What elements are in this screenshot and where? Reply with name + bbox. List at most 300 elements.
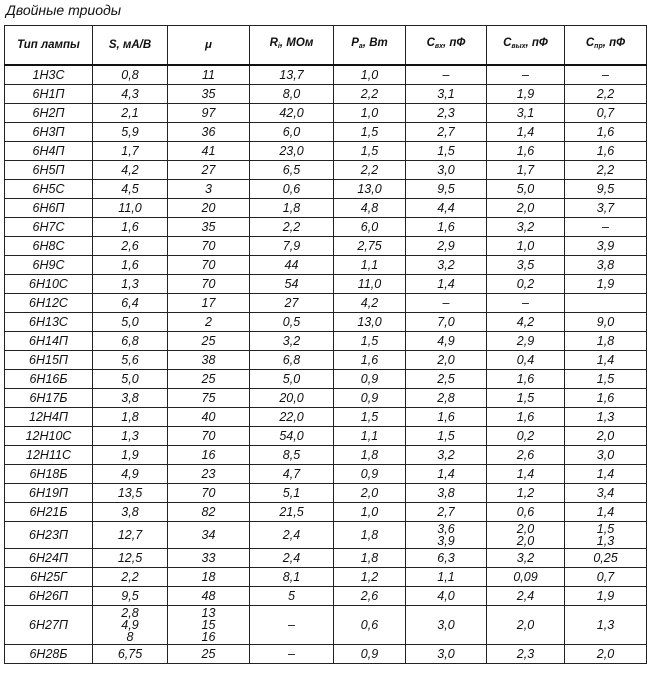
table-row <box>5 123 647 142</box>
tube-type-cell: 12Н10С <box>5 427 93 446</box>
value-cell: 0,9 <box>334 370 406 389</box>
value-cell: 3,4 <box>565 484 647 503</box>
value-cell: 1,6 <box>406 218 487 237</box>
value-cell: 5,0 <box>93 370 168 389</box>
value-cell: 17 <box>168 294 250 313</box>
value-cell: 44 <box>250 256 334 275</box>
value-cell: 3,0 <box>406 606 487 645</box>
column-header <box>487 26 565 66</box>
value-cell: 11,0 <box>334 275 406 294</box>
value-cell: 1,3 <box>565 606 647 645</box>
tube-parameters-table <box>4 25 647 664</box>
value-cell: 1,5 <box>334 123 406 142</box>
value-cell: 2,7 <box>406 503 487 522</box>
value-cell: 4,7 <box>250 465 334 484</box>
column-header <box>93 26 168 66</box>
value-cell: 1,6 <box>406 408 487 427</box>
value-cell: 97 <box>168 104 250 123</box>
value-cell: 4,0 <box>406 587 487 606</box>
table-row <box>5 275 647 294</box>
value-cell: 9,5 <box>565 180 647 199</box>
table-row <box>5 370 647 389</box>
value-cell <box>565 522 647 549</box>
tube-type-cell: 6Н14П <box>5 332 93 351</box>
table-row <box>5 85 647 104</box>
value-cell: 2,6 <box>93 237 168 256</box>
value-cell: 9,5 <box>93 587 168 606</box>
column-header-subscript: вых <box>511 43 526 50</box>
value-cell: 0,6 <box>334 606 406 645</box>
tube-type-cell: 6Н2П <box>5 104 93 123</box>
value-cell: 4,2 <box>487 313 565 332</box>
column-header-main: R <box>269 37 278 49</box>
tube-type-cell: 6Н16Б <box>5 370 93 389</box>
tube-type-cell: 6Н10С <box>5 275 93 294</box>
value-cell: 3,0 <box>406 161 487 180</box>
value-cell: 20,0 <box>250 389 334 408</box>
value-cell: 1,6 <box>487 142 565 161</box>
value-cell: 1,6 <box>334 351 406 370</box>
value-cell: 2,0 <box>487 606 565 645</box>
value-cell: 1,9 <box>93 446 168 465</box>
value-cell: 4,8 <box>334 199 406 218</box>
value-cell: 1,0 <box>334 503 406 522</box>
value-cell: 1,5 <box>406 142 487 161</box>
value-cell: 36 <box>168 123 250 142</box>
value-cell: 1,2 <box>334 568 406 587</box>
value-cell: 2 <box>168 313 250 332</box>
column-header <box>250 26 334 66</box>
value-cell: 8,0 <box>250 85 334 104</box>
value-cell: 3,2 <box>487 218 565 237</box>
table-row <box>5 465 647 484</box>
table-body <box>5 65 647 664</box>
column-header <box>168 26 250 66</box>
value-cell: 1,8 <box>334 549 406 568</box>
value-cell: 75 <box>168 389 250 408</box>
value-cell: 0,8 <box>93 65 168 85</box>
value-cell: 3,2 <box>406 446 487 465</box>
value-cell: 2,2 <box>565 161 647 180</box>
value-cell: 8,1 <box>250 568 334 587</box>
value-cell: 3 <box>168 180 250 199</box>
value-cell: 18 <box>168 568 250 587</box>
value-cell: 0,2 <box>487 427 565 446</box>
value-cell: – <box>406 65 487 85</box>
table-row <box>5 549 647 568</box>
value-cell: 13,5 <box>93 484 168 503</box>
value-cell: 27 <box>250 294 334 313</box>
value-cell: 20 <box>168 199 250 218</box>
column-header-subscript: вх <box>434 43 444 50</box>
tube-type-cell: 6Н24П <box>5 549 93 568</box>
cell-line: 16 <box>201 630 216 644</box>
value-cell: – <box>487 294 565 313</box>
value-cell: 6,0 <box>250 123 334 142</box>
value-cell: 0,7 <box>565 568 647 587</box>
cell-line: 1,3 <box>596 534 615 548</box>
value-cell: 3,1 <box>487 104 565 123</box>
value-cell: 0,6 <box>487 503 565 522</box>
value-cell: 2,0 <box>565 427 647 446</box>
value-cell: 7,0 <box>406 313 487 332</box>
column-header <box>406 26 487 66</box>
value-cell: 4,5 <box>93 180 168 199</box>
value-cell: 1,1 <box>334 427 406 446</box>
table-row <box>5 645 647 664</box>
table-row <box>5 104 647 123</box>
value-cell: 1,6 <box>565 123 647 142</box>
value-cell: 23,0 <box>250 142 334 161</box>
value-cell: 1,1 <box>334 256 406 275</box>
table-row <box>5 332 647 351</box>
table-row <box>5 199 647 218</box>
value-cell: 2,2 <box>93 568 168 587</box>
value-cell: 42,0 <box>250 104 334 123</box>
value-cell: 3,2 <box>406 256 487 275</box>
value-cell: 13,0 <box>334 313 406 332</box>
column-header <box>5 26 93 66</box>
value-cell: 1,6 <box>487 370 565 389</box>
value-cell: 4,3 <box>93 85 168 104</box>
value-cell: 0,4 <box>487 351 565 370</box>
value-cell: 9,0 <box>565 313 647 332</box>
tube-type-cell: 6Н17Б <box>5 389 93 408</box>
value-cell: 2,0 <box>487 199 565 218</box>
value-cell: 2,0 <box>406 351 487 370</box>
value-cell: 1,5 <box>334 408 406 427</box>
value-cell: 2,9 <box>487 332 565 351</box>
value-cell: 54,0 <box>250 427 334 446</box>
table-row <box>5 294 647 313</box>
value-cell: 0,5 <box>250 313 334 332</box>
column-header-main: C <box>585 37 595 49</box>
value-cell: 1,4 <box>487 123 565 142</box>
value-cell: 1,4 <box>487 465 565 484</box>
value-cell: 6,5 <box>250 161 334 180</box>
table-row <box>5 587 647 606</box>
value-cell: 1,3 <box>565 408 647 427</box>
value-cell: 6,3 <box>406 549 487 568</box>
table-row <box>5 503 647 522</box>
column-header-unit: , Вт <box>362 37 388 49</box>
value-cell: 70 <box>168 484 250 503</box>
value-cell: 0,09 <box>487 568 565 587</box>
value-cell: 1,8 <box>93 408 168 427</box>
tube-type-cell: 6Н21Б <box>5 503 93 522</box>
cell-line: 13 <box>201 606 216 620</box>
value-cell: 1,5 <box>406 427 487 446</box>
value-cell: 0,9 <box>334 465 406 484</box>
value-cell: 3,0 <box>565 446 647 465</box>
value-cell: 3,8 <box>406 484 487 503</box>
value-cell <box>93 606 168 645</box>
value-cell: 3,1 <box>406 85 487 104</box>
value-cell: 2,4 <box>487 587 565 606</box>
value-cell: 38 <box>168 351 250 370</box>
table-row <box>5 408 647 427</box>
table-row <box>5 65 647 85</box>
value-cell: 3,7 <box>565 199 647 218</box>
table-row <box>5 522 647 549</box>
value-cell: 1,4 <box>406 465 487 484</box>
value-cell: 1,9 <box>565 587 647 606</box>
table-row <box>5 237 647 256</box>
value-cell: 40 <box>168 408 250 427</box>
value-cell: 1,5 <box>334 332 406 351</box>
value-cell: 3,2 <box>487 549 565 568</box>
value-cell: 11,0 <box>93 199 168 218</box>
column-header-main: S, мА/В <box>108 39 152 51</box>
value-cell: 2,2 <box>334 161 406 180</box>
value-cell <box>406 522 487 549</box>
value-cell: 4,2 <box>93 161 168 180</box>
tube-type-cell: 6Н19П <box>5 484 93 503</box>
table-row <box>5 427 647 446</box>
value-cell: 3,8 <box>93 389 168 408</box>
value-cell: 1,4 <box>565 503 647 522</box>
value-cell: 34 <box>168 522 250 549</box>
value-cell: 23 <box>168 465 250 484</box>
tube-type-cell: 6Н26П <box>5 587 93 606</box>
value-cell: 1,8 <box>565 332 647 351</box>
value-cell: 7,9 <box>250 237 334 256</box>
column-header-subscript: a <box>358 43 363 50</box>
value-cell: 1,6 <box>565 142 647 161</box>
value-cell: 1,6 <box>93 256 168 275</box>
value-cell: 5,1 <box>250 484 334 503</box>
value-cell <box>168 606 250 645</box>
value-cell: 1,0 <box>334 104 406 123</box>
value-cell: 3,8 <box>93 503 168 522</box>
column-header <box>334 26 406 66</box>
value-cell: – <box>250 606 334 645</box>
value-cell: 25 <box>168 645 250 664</box>
value-cell: – <box>487 65 565 85</box>
value-cell: 4,9 <box>93 465 168 484</box>
tube-type-cell: 6Н27П <box>5 606 93 645</box>
tube-type-cell: 1Н3С <box>5 65 93 85</box>
value-cell: 6,4 <box>93 294 168 313</box>
value-cell: 82 <box>168 503 250 522</box>
value-cell: 5,6 <box>93 351 168 370</box>
tube-type-cell: 6Н18Б <box>5 465 93 484</box>
value-cell: 3,5 <box>487 256 565 275</box>
value-cell: 1,8 <box>334 522 406 549</box>
value-cell: – <box>565 218 647 237</box>
tube-type-cell: 6Н9С <box>5 256 93 275</box>
value-cell: 2,6 <box>487 446 565 465</box>
value-cell: 1,6 <box>93 218 168 237</box>
value-cell: 2,4 <box>250 549 334 568</box>
value-cell: 35 <box>168 85 250 104</box>
value-cell <box>487 522 565 549</box>
value-cell: 2,0 <box>565 645 647 664</box>
tube-type-cell: 6Н23П <box>5 522 93 549</box>
cell-line: 1,5 <box>596 522 615 536</box>
value-cell: 2,2 <box>334 85 406 104</box>
column-header-unit: , МОм <box>279 37 314 49</box>
value-cell: 1,3 <box>93 427 168 446</box>
value-cell: 13,7 <box>250 65 334 85</box>
value-cell: 5,9 <box>93 123 168 142</box>
value-cell: 2,9 <box>406 237 487 256</box>
value-cell: 1,7 <box>487 161 565 180</box>
tube-type-cell: 6Н4П <box>5 142 93 161</box>
value-cell: 21,5 <box>250 503 334 522</box>
value-cell: 5,0 <box>93 313 168 332</box>
value-cell: 1,9 <box>487 85 565 104</box>
value-cell: 2,3 <box>406 104 487 123</box>
value-cell: 2,3 <box>487 645 565 664</box>
table-row <box>5 256 647 275</box>
value-cell: 5,0 <box>250 370 334 389</box>
table-row <box>5 218 647 237</box>
value-cell: 1,5 <box>334 142 406 161</box>
value-cell: 4,2 <box>334 294 406 313</box>
value-cell: 1,2 <box>487 484 565 503</box>
value-cell: 3,2 <box>250 332 334 351</box>
value-cell: 6,75 <box>93 645 168 664</box>
table-row <box>5 568 647 587</box>
value-cell: 1,8 <box>250 199 334 218</box>
value-cell: 12,5 <box>93 549 168 568</box>
value-cell: 2,8 <box>406 389 487 408</box>
cell-line: 2,8 <box>121 606 139 620</box>
value-cell: 1,7 <box>93 142 168 161</box>
value-cell: 0,2 <box>487 275 565 294</box>
value-cell: 70 <box>168 256 250 275</box>
value-cell <box>565 294 647 313</box>
value-cell: 70 <box>168 237 250 256</box>
value-cell: – <box>250 645 334 664</box>
tube-type-cell: 6Н1П <box>5 85 93 104</box>
tube-type-cell: 12Н4П <box>5 408 93 427</box>
column-header-main: Тип лампы <box>17 39 80 51</box>
value-cell: – <box>565 65 647 85</box>
table-row <box>5 446 647 465</box>
table-row <box>5 142 647 161</box>
page-title: Двойные триоды <box>6 2 122 18</box>
cell-line: 2,0 <box>516 534 535 548</box>
value-cell: 22,0 <box>250 408 334 427</box>
value-cell: 25 <box>168 332 250 351</box>
value-cell: 16 <box>168 446 250 465</box>
value-cell: 2,2 <box>565 85 647 104</box>
value-cell: 54 <box>250 275 334 294</box>
value-cell: 6,0 <box>334 218 406 237</box>
value-cell: 35 <box>168 218 250 237</box>
value-cell: 5,0 <box>487 180 565 199</box>
value-cell: 11 <box>168 65 250 85</box>
cell-line: 4,9 <box>121 618 139 632</box>
value-cell: 4,4 <box>406 199 487 218</box>
value-cell: 1,6 <box>487 408 565 427</box>
tube-type-cell: 6Н15П <box>5 351 93 370</box>
table-row <box>5 389 647 408</box>
value-cell: 12,7 <box>93 522 168 549</box>
tube-type-cell: 6Н13С <box>5 313 93 332</box>
tube-type-cell: 6Н8С <box>5 237 93 256</box>
value-cell: – <box>406 294 487 313</box>
value-cell: 6,8 <box>250 351 334 370</box>
value-cell: 1,5 <box>487 389 565 408</box>
value-cell: 13,0 <box>334 180 406 199</box>
value-cell: 0,25 <box>565 549 647 568</box>
table-row <box>5 484 647 503</box>
column-header-main: μ <box>205 39 212 51</box>
table-row <box>5 313 647 332</box>
value-cell: 1,0 <box>487 237 565 256</box>
value-cell: 1,6 <box>565 389 647 408</box>
value-cell: 2,5 <box>406 370 487 389</box>
value-cell: 1,4 <box>406 275 487 294</box>
table-header-row <box>5 26 647 66</box>
tube-type-cell: 6Н25Г <box>5 568 93 587</box>
cell-line: 8 <box>126 630 134 644</box>
tube-type-cell: 6Н12С <box>5 294 93 313</box>
value-cell: 2,1 <box>93 104 168 123</box>
value-cell: 9,5 <box>406 180 487 199</box>
cell-line: 2,0 <box>516 522 535 536</box>
value-cell: 2,2 <box>250 218 334 237</box>
value-cell: 2,4 <box>250 522 334 549</box>
value-cell: 8,5 <box>250 446 334 465</box>
value-cell: 33 <box>168 549 250 568</box>
column-header-subscript: пр <box>594 43 603 50</box>
value-cell: 1,1 <box>406 568 487 587</box>
value-cell: 3,9 <box>565 237 647 256</box>
table-row <box>5 180 647 199</box>
tube-type-cell: 6Н3П <box>5 123 93 142</box>
column-header-main: C <box>503 37 512 49</box>
tube-type-cell: 6Н7С <box>5 218 93 237</box>
value-cell: 0,6 <box>250 180 334 199</box>
value-cell: 2,0 <box>334 484 406 503</box>
tube-type-cell: 6Н5С <box>5 180 93 199</box>
value-cell: 0,9 <box>334 389 406 408</box>
value-cell: 1,0 <box>334 65 406 85</box>
value-cell: 1,5 <box>565 370 647 389</box>
value-cell: 70 <box>168 427 250 446</box>
table-row <box>5 161 647 180</box>
cell-line: 3,6 <box>437 522 455 536</box>
tube-type-cell: 6Н28Б <box>5 645 93 664</box>
column-header <box>565 26 647 66</box>
value-cell: 70 <box>168 275 250 294</box>
value-cell: 0,7 <box>565 104 647 123</box>
value-cell: 2,6 <box>334 587 406 606</box>
table-row <box>5 351 647 370</box>
column-header-main: C <box>426 37 435 49</box>
value-cell: 1,9 <box>565 275 647 294</box>
cell-line: 15 <box>201 618 216 632</box>
value-cell: 1,4 <box>565 465 647 484</box>
cell-line: 3,9 <box>437 534 455 548</box>
column-header-main: P <box>351 37 359 49</box>
value-cell: 27 <box>168 161 250 180</box>
column-header-unit: , пФ <box>525 37 548 49</box>
value-cell: 4,9 <box>406 332 487 351</box>
value-cell: 3,8 <box>565 256 647 275</box>
tube-type-cell: 12Н11С <box>5 446 93 465</box>
column-header-unit: , пФ <box>443 37 466 49</box>
value-cell: 48 <box>168 587 250 606</box>
column-header-subscript: i <box>277 43 280 50</box>
value-cell: 6,8 <box>93 332 168 351</box>
value-cell: 2,7 <box>406 123 487 142</box>
tube-type-cell: 6Н6П <box>5 199 93 218</box>
